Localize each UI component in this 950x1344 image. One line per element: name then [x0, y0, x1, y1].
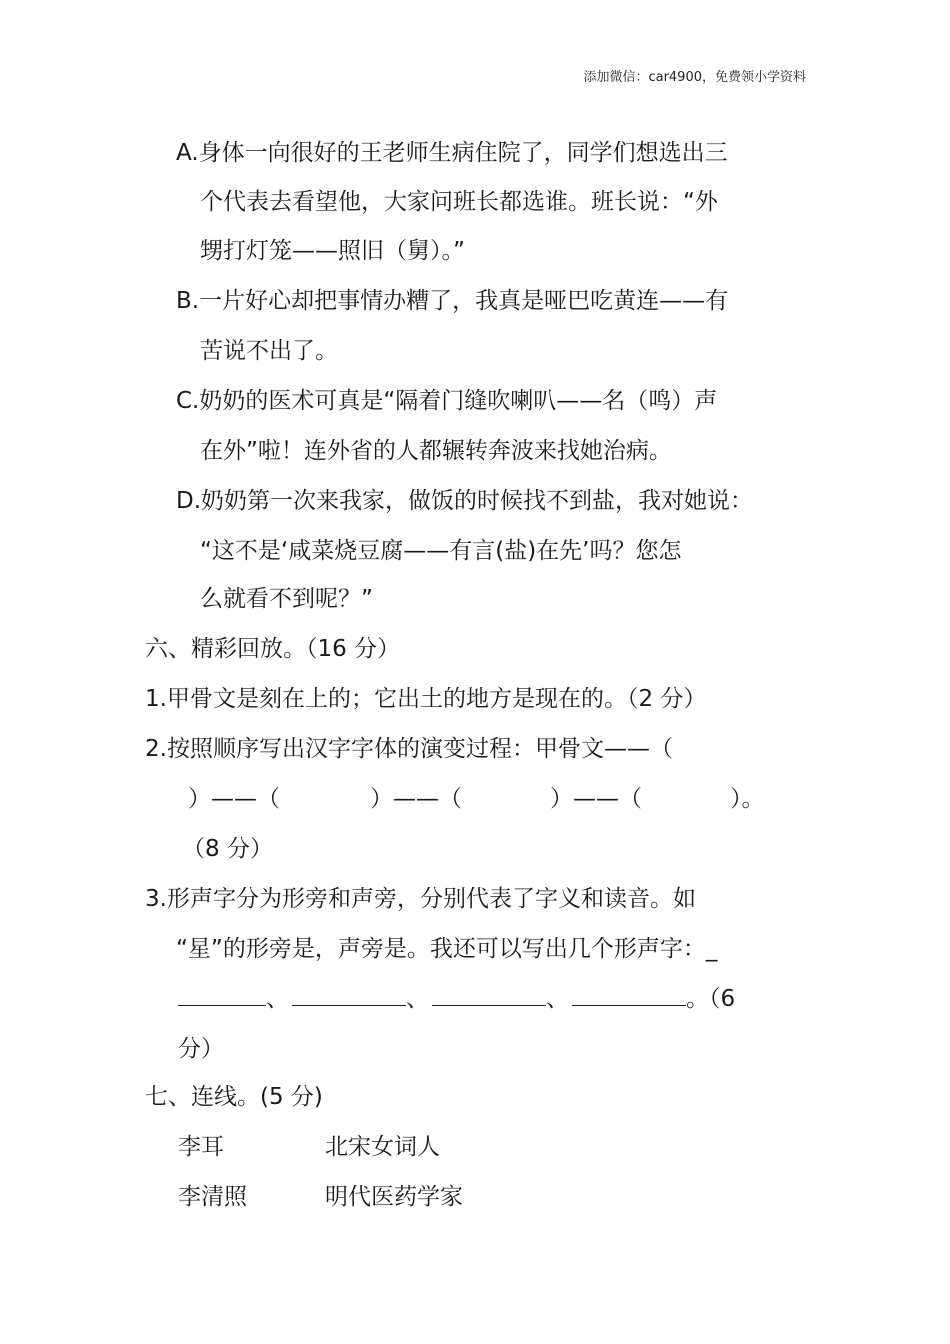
- option-a-line-1: A.身体一向很好的王老师生病住院了，同学们想选出三: [176, 140, 728, 166]
- answer-blank-1[interactable]: [178, 985, 266, 1006]
- question-6-3-end: 。（6: [686, 986, 736, 1012]
- question-6-3-sep-2: 、: [406, 986, 429, 1012]
- question-6-3-line-1: 3.形声字分为形旁和声旁，分别代表了字义和读音。如: [145, 886, 696, 912]
- header-note: 添加微信：car4900，免费领小学资料: [583, 70, 806, 85]
- match-right-2[interactable]: 明代医药学家: [325, 1184, 463, 1210]
- answer-blank-4[interactable]: [572, 985, 686, 1006]
- match-left-1[interactable]: 李耳: [178, 1134, 224, 1160]
- question-6-3-line-2: “星”的形旁是，声旁是。我还可以写出几个形声字：_: [176, 936, 718, 962]
- question-6-2-part-a: ）——（: [188, 786, 280, 812]
- option-d-line-3: 么就看不到呢？”: [200, 586, 373, 612]
- match-right-1[interactable]: 北宋女词人: [325, 1134, 440, 1160]
- option-b-line-2: 苦说不出了。: [200, 338, 338, 364]
- question-6-2-part-b: ）——（: [370, 786, 462, 812]
- option-a-line-2: 个代表去看望他，大家问班长都选谁。班长说：“外: [200, 189, 718, 215]
- section-7-title: 七、连线。(5 分): [145, 1084, 323, 1110]
- match-left-2[interactable]: 李清照: [178, 1184, 247, 1210]
- option-b-line-1: B.一片好心却把事情办糟了，我真是哑巴吃黄连——有: [176, 288, 729, 314]
- question-6-3-sep-3: 、: [546, 986, 569, 1012]
- section-6-title: 六、精彩回放。（16 分）: [145, 636, 401, 662]
- question-6-2-line-1: 2.按照顺序写出汉字字体的演变过程：甲骨文——（: [145, 736, 673, 762]
- question-6-2-part-c: ）——（: [550, 786, 642, 812]
- question-6-2-score: （8 分）: [182, 836, 273, 862]
- question-6-3-score: 分）: [178, 1036, 224, 1062]
- option-c-line-2: 在外”啦！连外省的人都辗转奔波来找她治病。: [200, 438, 672, 464]
- option-c-line-1: C.奶奶的医术可真是“隔着门缝吹喇叭——名（鸣）声: [176, 388, 718, 414]
- answer-blank-3[interactable]: [432, 985, 546, 1006]
- option-a-line-3: 甥打灯笼——照旧（舅）。”: [200, 238, 465, 264]
- answer-blank-2[interactable]: [292, 985, 406, 1006]
- question-6-1: 1.甲骨文是刻在上的；它出土的地方是现在的。（2 分）: [145, 686, 707, 712]
- option-d-line-1: D.奶奶第一次来我家，做饭的时候找不到盐，我对她说：: [176, 488, 754, 514]
- question-6-3-sep-1: 、: [266, 986, 289, 1012]
- question-6-2-part-d: ）。: [730, 786, 765, 812]
- option-d-line-2: “这不是‘咸菜烧豆腐——有言(盐)在先’吗？您怎: [200, 538, 682, 564]
